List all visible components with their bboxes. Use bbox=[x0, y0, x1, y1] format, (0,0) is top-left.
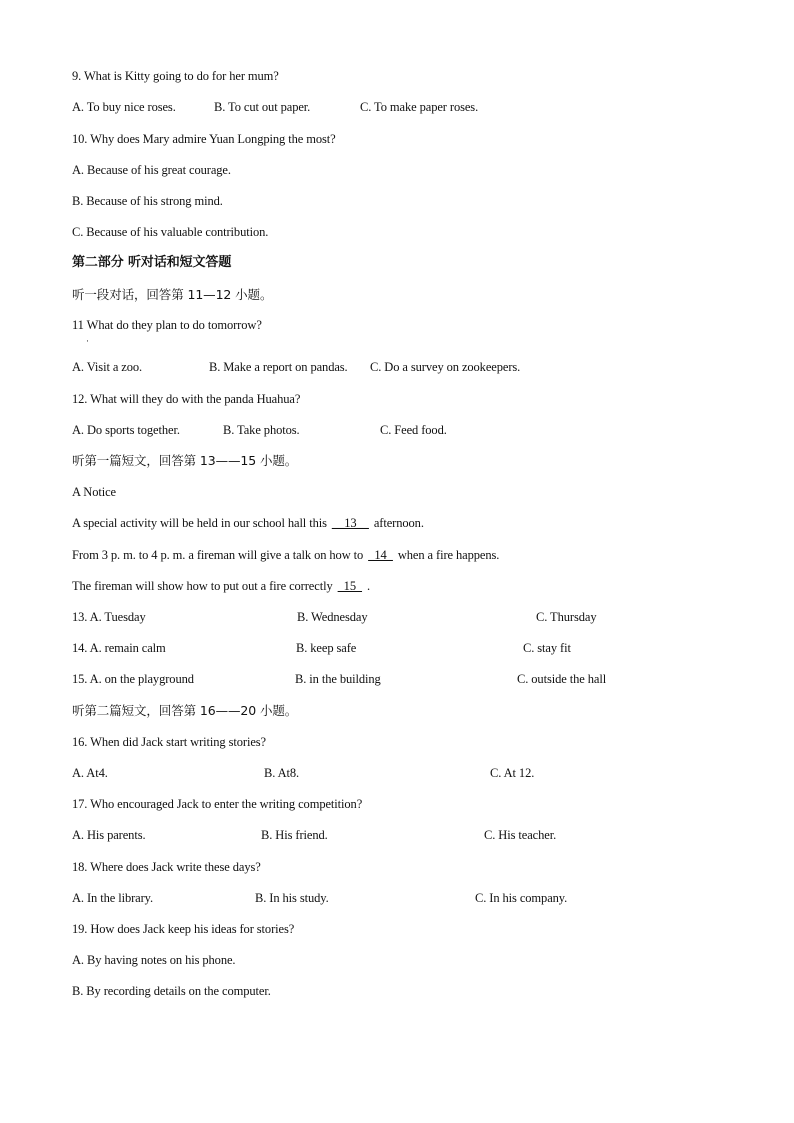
question-10-option-a: A. Because of his great courage. bbox=[72, 163, 231, 177]
option-c: C. To make paper roses. bbox=[360, 100, 479, 114]
question-10-option-c: C. Because of his valuable contribution. bbox=[72, 225, 269, 239]
dialogue-instruction: 听一段对话，回答第 11—12 小题。 bbox=[72, 287, 273, 302]
option-c: C. At 12. bbox=[490, 766, 535, 780]
option-a: 14. A. remain calm bbox=[72, 641, 166, 655]
passage-2-instruction: 听第二篇短文，回答第 16——20 小题。 bbox=[72, 703, 298, 718]
notice-sentence-1 bbox=[72, 515, 424, 531]
option-b: B. in the building bbox=[295, 672, 381, 686]
option-b: B. Wednesday bbox=[297, 610, 368, 624]
option-a: A. To buy nice roses. bbox=[72, 100, 176, 114]
question-16: 16. When did Jack start writing stories? bbox=[72, 735, 266, 749]
question-12: 12. What will they do with the panda Huahua? bbox=[72, 392, 301, 406]
option-b: B. Make a report on pandas. bbox=[209, 360, 348, 374]
option-a: A. In the library. bbox=[72, 891, 154, 905]
notice-title: A Notice bbox=[72, 485, 116, 499]
option-a: A. At4. bbox=[72, 766, 108, 780]
option-c: C. His teacher. bbox=[484, 828, 557, 842]
option-b: B. Take photos. bbox=[223, 423, 300, 437]
option-a: 13. A. Tuesday bbox=[72, 610, 146, 624]
passage-1-instruction: 听第一篇短文，回答第 13——15 小题。 bbox=[72, 453, 298, 468]
notice-text: when a fire happens. bbox=[394, 548, 500, 562]
blank-15: 15 bbox=[337, 579, 363, 593]
question-19-option-b: B. By recording details on the computer. bbox=[72, 984, 271, 998]
option-c: C. Thursday bbox=[536, 610, 597, 624]
stray-dot: · bbox=[86, 336, 89, 346]
option-c: C. Feed food. bbox=[380, 423, 447, 437]
notice-text: afternoon. bbox=[370, 516, 424, 530]
option-a: A. His parents. bbox=[72, 828, 146, 842]
option-b: B. In his study. bbox=[255, 891, 329, 905]
question-17: 17. Who encouraged Jack to enter the writing competition? bbox=[72, 797, 363, 811]
option-b: B. To cut out paper. bbox=[214, 100, 311, 114]
notice-text: The fireman will show how to put out a fire correctly bbox=[72, 579, 336, 593]
option-c: C. Do a survey on zookeepers. bbox=[370, 360, 521, 374]
option-c: C. stay fit bbox=[523, 641, 571, 655]
question-19: 19. How does Jack keep his ideas for stories? bbox=[72, 922, 295, 936]
question-10: 10. Why does Mary admire Yuan Longping the most? bbox=[72, 132, 336, 146]
question-10-option-b: B. Because of his strong mind. bbox=[72, 194, 223, 208]
question-18: 18. Where does Jack write these days? bbox=[72, 860, 261, 874]
option-a: 15. A. on the playground bbox=[72, 672, 194, 686]
option-b: B. His friend. bbox=[261, 828, 328, 842]
option-a: A. Do sports together. bbox=[72, 423, 180, 437]
option-b: B. At8. bbox=[264, 766, 300, 780]
option-c: C. outside the hall bbox=[517, 672, 607, 686]
question-19-option-a: A. By having notes on his phone. bbox=[72, 953, 236, 967]
question-11: 11 What do they plan to do tomorrow? bbox=[72, 318, 262, 332]
blank-13: __13__ bbox=[331, 516, 369, 530]
option-c: C. In his company. bbox=[475, 891, 568, 905]
blank-14: _14_ bbox=[368, 548, 393, 562]
notice-text: From 3 p. m. to 4 p. m. a fireman will give a talk on how to bbox=[72, 548, 367, 562]
part-2-heading: 第二部分 听对话和短文答题 bbox=[72, 255, 232, 270]
option-b: B. keep safe bbox=[296, 641, 357, 655]
notice-text: A special activity will be held in our school hall this bbox=[72, 516, 330, 530]
option-a: A. Visit a zoo. bbox=[72, 360, 143, 374]
notice-sentence-2 bbox=[72, 547, 499, 563]
notice-text: . bbox=[364, 579, 371, 593]
question-9: 9. What is Kitty going to do for her mum? bbox=[72, 69, 279, 83]
notice-sentence-3 bbox=[72, 578, 370, 594]
